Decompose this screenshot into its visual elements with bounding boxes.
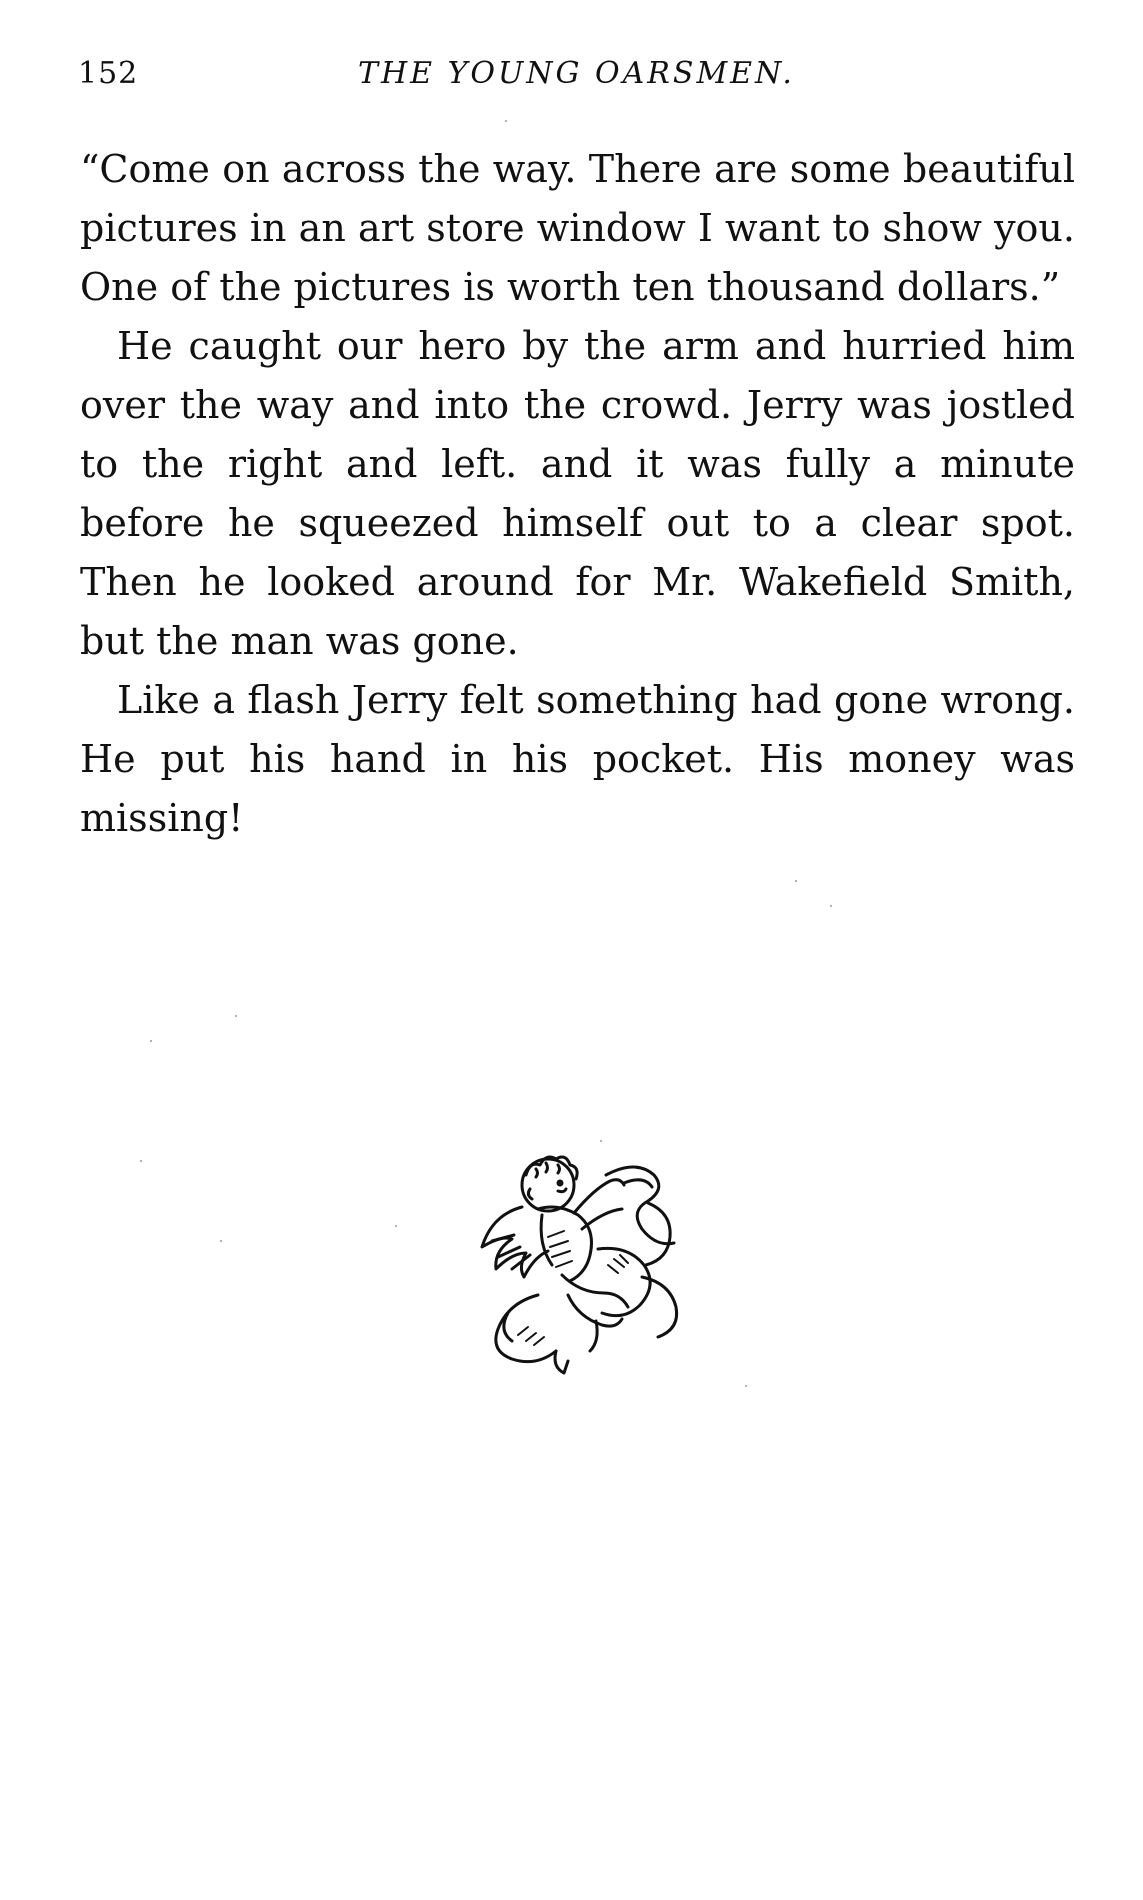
- cherub-with-ribbon-icon: [478, 1145, 698, 1385]
- scan-speck: [150, 1040, 152, 1042]
- scan-speck: [235, 1015, 237, 1017]
- scan-speck: [795, 880, 797, 882]
- running-head: [78, 56, 1078, 106]
- scan-speck: [600, 1140, 602, 1142]
- body-text: [80, 140, 1075, 848]
- scan-speck: [745, 1385, 747, 1387]
- page-number: 152: [78, 56, 139, 91]
- running-title: THE YOUNG OARSMEN.: [358, 56, 795, 91]
- paragraph-1: “Come on across the way. There are some beautiful pictures in an art store window I want to show you. One of the pictures is worth ten thousand dollars.”: [80, 147, 1075, 309]
- paragraph-3: Like a flash Jerry felt something had gone wrong. He put his hand in his pocket. His money was missing!: [80, 678, 1075, 840]
- scan-speck: [395, 1225, 397, 1227]
- scan-speck: [505, 120, 507, 122]
- paragraph-2: He caught our hero by the arm and hurried him over the way and into the crowd. Jerry was jostled to the right and left. and it was fully a minute before he squeezed himself out to a clear spot. Then he looked around for Mr. Wakefield Smith, but the man was gone.: [80, 324, 1075, 663]
- scan-speck: [220, 1240, 222, 1242]
- scan-speck: [830, 905, 832, 907]
- scan-speck: [140, 1160, 142, 1162]
